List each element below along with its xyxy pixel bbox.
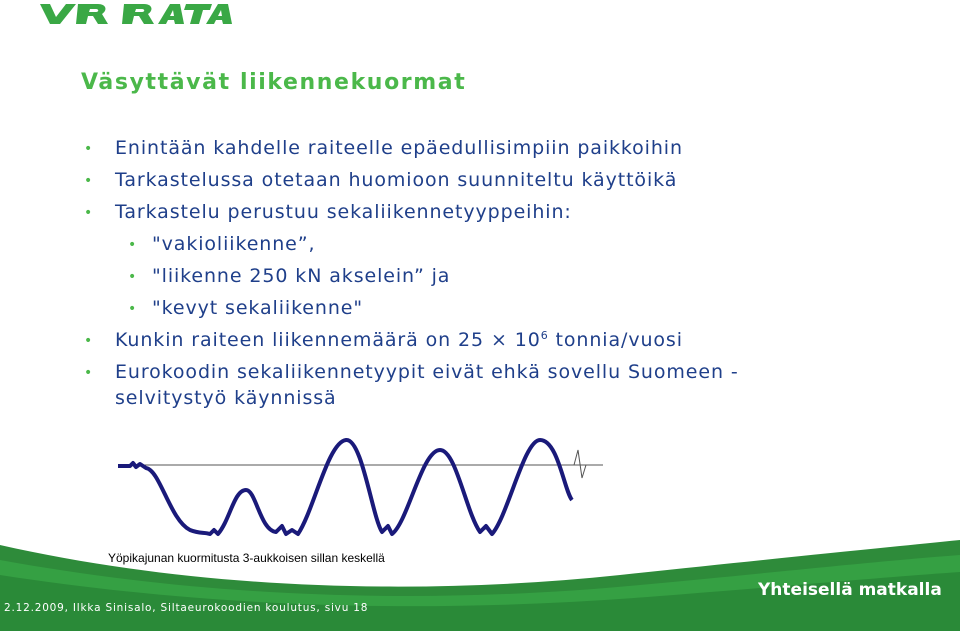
load-wave [118, 440, 572, 534]
sub-bullet-marker: • [128, 269, 137, 285]
sub-bullet-marker: • [128, 301, 137, 317]
bullet-continuation: selvitystyö käynnissä [115, 387, 337, 409]
bullet-item: Kunkin raiteen liikennemäärä on $25 \times 10^6$ tonnia/vuosi [115, 329, 683, 351]
footer-slogan: Yhteisellä matkalla [758, 580, 942, 600]
bullet-item: Eurokoodin sekaliikennetyypit eivät ehkä sovellu Suomeen - [115, 361, 739, 383]
bullet-marker: • [84, 365, 93, 381]
bullet-marker: • [84, 141, 93, 157]
sub-bullet-marker: • [128, 237, 137, 253]
bullet-item: Enintään kahdelle raiteelle epäedullisimpiin paikkoihin [115, 137, 683, 159]
bullet-marker: • [84, 333, 93, 349]
footer-text: 2.12.2009, Ilkka Sinisalo, Siltaeurokoodien koulutus, sivu 18 [4, 602, 369, 614]
bullet-item: Tarkastelu perustuu sekaliikennetyyppeihin: [115, 201, 572, 223]
bullet-marker: • [84, 205, 93, 221]
page-title: Väsyttävät liikennekuormat [81, 70, 467, 95]
signal-tail [562, 450, 603, 478]
bullet-item: Tarkastelussa otetaan huomioon suunniteltu käyttöikä [115, 169, 678, 191]
sub-bullet-item: "liikenne 250 kN akselein” ja [152, 265, 451, 287]
figure-caption: Yöpikajunan kuormitusta 3-aukkoisen sillan keskellä [108, 551, 385, 565]
load-waveform-figure [100, 430, 620, 560]
vr-rata-logo [40, 2, 236, 26]
sub-bullet-item: "vakioliikenne”, [152, 233, 316, 255]
bullet-marker: • [84, 173, 93, 189]
sub-bullet-item: "kevyt sekaliikenne" [152, 297, 363, 319]
